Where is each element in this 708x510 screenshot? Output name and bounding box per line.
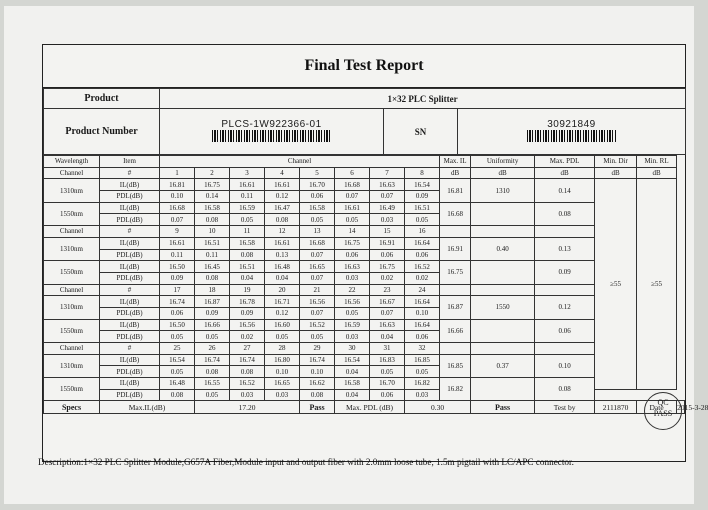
channel-row-hash: # xyxy=(100,343,160,355)
pdl-label: PDL(dB) xyxy=(100,191,160,203)
il-value: 16.58 xyxy=(230,237,265,249)
channel-number: 25 xyxy=(160,343,195,355)
channel-number: 3 xyxy=(230,167,265,179)
max-il-value: 16.81 xyxy=(440,179,471,202)
wavelength-cell: 1310nm xyxy=(44,179,100,202)
test-by-label: Test by xyxy=(535,401,595,414)
il-value: 16.71 xyxy=(265,296,300,308)
unit-min-dir: dB xyxy=(595,167,637,179)
pdl-label: PDL(dB) xyxy=(100,249,160,261)
channel-row-hash: # xyxy=(100,167,160,179)
il-label: IL(dB) xyxy=(100,354,160,366)
uniformity-value: 1550 xyxy=(471,296,535,319)
max-pdl-value: 0.08 xyxy=(535,202,595,225)
barcode-icon xyxy=(212,130,332,142)
pdl-value: 0.08 xyxy=(230,366,265,378)
il-value: 16.56 xyxy=(300,296,335,308)
il-value: 16.74 xyxy=(195,354,230,366)
il-value: 16.91 xyxy=(370,237,405,249)
col-min-dir: Min. Dir xyxy=(595,156,637,168)
pdl-value: 0.10 xyxy=(300,366,335,378)
pdl-value: 0.05 xyxy=(300,331,335,343)
max-pdl-value: 0.10 xyxy=(535,354,595,377)
col-wavelength: Wavelength xyxy=(44,156,100,168)
il-value: 16.74 xyxy=(160,296,195,308)
il-value: 16.75 xyxy=(370,261,405,273)
channel-number: 22 xyxy=(335,284,370,296)
channel-number: 16 xyxy=(405,226,440,238)
col-max-pdl: Max. PDL xyxy=(535,156,595,168)
max-il-value: 16.91 xyxy=(440,237,471,260)
il-value: 16.50 xyxy=(160,261,195,273)
specs-label: Specs xyxy=(44,401,100,414)
product-label: Product xyxy=(44,89,160,109)
il-label: IL(dB) xyxy=(100,378,160,390)
pdl-value: 0.11 xyxy=(160,249,195,261)
pdl-value: 0.08 xyxy=(230,249,265,261)
pdl-value: 0.06 xyxy=(335,249,370,261)
pdl-label: PDL(dB) xyxy=(100,331,160,343)
channel-row-max-pdl xyxy=(535,284,595,296)
pdl-label: PDL(dB) xyxy=(100,214,160,226)
channel-number: 26 xyxy=(195,343,230,355)
pdl-value: 0.05 xyxy=(265,331,300,343)
max-il-value: 16.82 xyxy=(440,378,471,401)
pdl-value: 0.04 xyxy=(230,272,265,284)
product-number-label: Product Number xyxy=(44,109,160,155)
channel-number: 5 xyxy=(300,167,335,179)
report-frame xyxy=(42,44,708,462)
channel-row-hash: # xyxy=(100,226,160,238)
barcode-icon xyxy=(527,130,617,142)
channel-row-uniformity xyxy=(471,284,535,296)
col-channel: Channel xyxy=(160,156,440,168)
channel-number: 27 xyxy=(230,343,265,355)
il-value: 16.87 xyxy=(195,296,230,308)
pdl-value: 0.05 xyxy=(405,366,440,378)
il-label: IL(dB) xyxy=(100,237,160,249)
channel-number: 8 xyxy=(405,167,440,179)
il-value: 16.52 xyxy=(230,378,265,390)
max-pdl-value: 0.09 xyxy=(535,261,595,284)
il-value: 16.68 xyxy=(300,237,335,249)
channel-number: 23 xyxy=(370,284,405,296)
pdl-label: PDL(dB) xyxy=(100,307,160,319)
pdl-value: 0.07 xyxy=(300,307,335,319)
pdl-value: 0.07 xyxy=(370,191,405,203)
max-pdl-value: 0.06 xyxy=(535,319,595,342)
stamp-qc-text: QC xyxy=(657,398,669,407)
pdl-value: 0.06 xyxy=(405,249,440,261)
col-item: Item xyxy=(100,156,160,168)
il-value: 16.75 xyxy=(195,179,230,191)
il-value: 16.61 xyxy=(335,202,370,214)
wavelength-cell: 1550nm xyxy=(44,261,100,284)
il-value: 16.85 xyxy=(405,354,440,366)
il-value: 16.63 xyxy=(370,179,405,191)
channel-number: 18 xyxy=(195,284,230,296)
pdl-label: PDL(dB) xyxy=(100,389,160,401)
measurement-table xyxy=(43,155,708,414)
il-value: 16.54 xyxy=(160,354,195,366)
channel-number: 4 xyxy=(265,167,300,179)
max-pdl-value: 0.12 xyxy=(535,296,595,319)
il-value: 16.48 xyxy=(160,378,195,390)
pdl-value: 0.08 xyxy=(160,389,195,401)
specs-max-il: 17.20 xyxy=(195,401,300,414)
sn-label: SN xyxy=(384,109,458,155)
il-value: 16.52 xyxy=(405,261,440,273)
il-label: IL(dB) xyxy=(100,261,160,273)
il-value: 16.67 xyxy=(370,296,405,308)
pdl-value: 0.03 xyxy=(230,389,265,401)
pdl-value: 0.10 xyxy=(160,191,195,203)
pdl-value: 0.08 xyxy=(195,272,230,284)
pdl-value: 0.12 xyxy=(265,307,300,319)
channel-row-label: Channel xyxy=(44,284,100,296)
channel-number: 29 xyxy=(300,343,335,355)
il-value: 16.47 xyxy=(265,202,300,214)
pdl-value: 0.09 xyxy=(160,272,195,284)
unit-max-pdl: dB xyxy=(535,167,595,179)
pdl-value: 0.03 xyxy=(335,272,370,284)
pdl-value: 0.05 xyxy=(405,214,440,226)
pdl-value: 0.11 xyxy=(230,191,265,203)
channel-row-max-il xyxy=(440,226,471,238)
pdl-label: PDL(dB) xyxy=(100,272,160,284)
il-value: 16.61 xyxy=(265,179,300,191)
channel-number: 24 xyxy=(405,284,440,296)
channel-number: 15 xyxy=(370,226,405,238)
description: Description:1×32 PLC Splitter Module,G657A Fiber,Module input and output fiber with 2.0mm loose tube, 1.5m pigtail with LC/APC connector. xyxy=(38,457,574,467)
specs-max-pdl: 0.30 xyxy=(405,401,471,414)
channel-row-uniformity xyxy=(471,226,535,238)
il-value: 16.55 xyxy=(195,378,230,390)
pdl-value: 0.03 xyxy=(265,389,300,401)
qc-pass-stamp xyxy=(644,392,682,430)
date-label: Date xyxy=(637,401,677,414)
channel-number: 1 xyxy=(160,167,195,179)
il-value: 16.75 xyxy=(335,237,370,249)
header-table xyxy=(43,88,686,155)
il-value: 16.51 xyxy=(195,237,230,249)
pdl-value: 0.09 xyxy=(405,191,440,203)
product-number-value: PLCS-1W922366-01 xyxy=(221,119,322,130)
il-value: 16.58 xyxy=(195,202,230,214)
uniformity-value xyxy=(471,319,535,342)
unit-min-rl: dB xyxy=(637,167,677,179)
il-value: 16.65 xyxy=(265,378,300,390)
report-title: Final Test Report xyxy=(43,45,685,88)
unit-max-il: dB xyxy=(440,167,471,179)
product-value: 1×32 PLC Splitter xyxy=(160,89,686,109)
uniformity-value: 0.37 xyxy=(471,354,535,377)
channel-number: 19 xyxy=(230,284,265,296)
channel-number: 30 xyxy=(335,343,370,355)
pdl-value: 0.04 xyxy=(335,389,370,401)
pdl-value: 0.08 xyxy=(195,366,230,378)
max-il-value: 16.87 xyxy=(440,296,471,319)
uniformity-value xyxy=(471,261,535,284)
il-value: 16.64 xyxy=(405,319,440,331)
channel-number: 9 xyxy=(160,226,195,238)
il-value: 16.64 xyxy=(405,237,440,249)
channel-number: 17 xyxy=(160,284,195,296)
channel-row-hash: # xyxy=(100,284,160,296)
wavelength-cell: 1550nm xyxy=(44,202,100,225)
pdl-value: 0.11 xyxy=(195,249,230,261)
min-dir-value: ≥55 xyxy=(595,179,637,389)
channel-row-label: Channel xyxy=(44,167,100,179)
channel-row-max-il xyxy=(440,343,471,355)
col-min-rl: Min. RL xyxy=(637,156,677,168)
il-value: 16.54 xyxy=(405,179,440,191)
il-label: IL(dB) xyxy=(100,202,160,214)
pdl-value: 0.07 xyxy=(300,249,335,261)
il-label: IL(dB) xyxy=(100,179,160,191)
specs-pass-1: Pass xyxy=(300,401,335,414)
il-value: 16.61 xyxy=(265,237,300,249)
pdl-value: 0.06 xyxy=(405,331,440,343)
pdl-value: 0.10 xyxy=(405,307,440,319)
il-value: 16.65 xyxy=(300,261,335,273)
channel-number: 21 xyxy=(300,284,335,296)
pdl-value: 0.05 xyxy=(230,214,265,226)
il-value: 16.54 xyxy=(335,354,370,366)
channel-number: 13 xyxy=(300,226,335,238)
pdl-value: 0.08 xyxy=(195,214,230,226)
il-value: 16.52 xyxy=(300,319,335,331)
pdl-value: 0.05 xyxy=(300,214,335,226)
channel-number: 2 xyxy=(195,167,230,179)
il-value: 16.59 xyxy=(335,319,370,331)
test-by-value: 2111870 xyxy=(595,401,637,414)
pdl-value: 0.09 xyxy=(230,307,265,319)
il-value: 16.58 xyxy=(335,378,370,390)
pdl-value: 0.04 xyxy=(265,272,300,284)
pdl-value: 0.14 xyxy=(195,191,230,203)
pdl-value: 0.06 xyxy=(370,389,405,401)
il-value: 16.62 xyxy=(300,378,335,390)
channel-number: 20 xyxy=(265,284,300,296)
pdl-value: 0.02 xyxy=(230,331,265,343)
pdl-value: 0.05 xyxy=(195,331,230,343)
il-value: 16.48 xyxy=(265,261,300,273)
pdl-value: 0.06 xyxy=(370,249,405,261)
specs-pass-2: Pass xyxy=(471,401,535,414)
wavelength-cell: 1310nm xyxy=(44,354,100,377)
il-value: 16.60 xyxy=(265,319,300,331)
pdl-value: 0.07 xyxy=(160,214,195,226)
channel-row-uniformity xyxy=(471,343,535,355)
channel-number: 7 xyxy=(370,167,405,179)
pdl-value: 0.07 xyxy=(300,272,335,284)
pdl-value: 0.07 xyxy=(370,307,405,319)
product-number-cell xyxy=(160,109,384,155)
il-value: 16.56 xyxy=(230,319,265,331)
pdl-value: 0.05 xyxy=(160,331,195,343)
channel-number: 14 xyxy=(335,226,370,238)
pdl-value: 0.05 xyxy=(335,307,370,319)
max-il-value: 16.66 xyxy=(440,319,471,342)
pdl-value: 0.04 xyxy=(370,331,405,343)
il-value: 16.58 xyxy=(300,202,335,214)
pdl-value: 0.05 xyxy=(160,366,195,378)
pdl-value: 0.02 xyxy=(405,272,440,284)
pdl-value: 0.05 xyxy=(370,366,405,378)
channel-number: 28 xyxy=(265,343,300,355)
unit-uniformity: dB xyxy=(471,167,535,179)
channel-row-max-il xyxy=(440,284,471,296)
pdl-value: 0.10 xyxy=(265,366,300,378)
il-value: 16.80 xyxy=(265,354,300,366)
pdl-label: PDL(dB) xyxy=(100,366,160,378)
il-value: 16.70 xyxy=(300,179,335,191)
pdl-value: 0.07 xyxy=(335,191,370,203)
min-rl-value: ≥55 xyxy=(637,179,677,389)
il-value: 16.56 xyxy=(335,296,370,308)
channel-row-max-pdl xyxy=(535,343,595,355)
pdl-value: 0.02 xyxy=(370,272,405,284)
pdl-value: 0.12 xyxy=(265,191,300,203)
col-max-il: Max. IL xyxy=(440,156,471,168)
channel-number: 10 xyxy=(195,226,230,238)
uniformity-value: 0.40 xyxy=(471,237,535,260)
wavelength-cell: 1310nm xyxy=(44,296,100,319)
max-il-value: 16.68 xyxy=(440,202,471,225)
max-pdl-value: 0.08 xyxy=(535,378,595,401)
il-value: 16.51 xyxy=(405,202,440,214)
specs-max-il-label: Max.IL(dB) xyxy=(100,401,195,414)
max-il-value: 16.75 xyxy=(440,261,471,284)
il-value: 16.68 xyxy=(335,179,370,191)
il-value: 16.51 xyxy=(230,261,265,273)
pdl-value: 0.03 xyxy=(405,389,440,401)
pdl-value: 0.03 xyxy=(335,331,370,343)
il-value: 16.83 xyxy=(370,354,405,366)
col-uniformity: Uniformity xyxy=(471,156,535,168)
date-value: 2015-3-28 xyxy=(677,402,708,412)
pdl-value: 0.08 xyxy=(265,214,300,226)
il-value: 16.63 xyxy=(335,261,370,273)
channel-row-max-pdl xyxy=(535,226,595,238)
il-value: 16.64 xyxy=(405,296,440,308)
channel-number: 12 xyxy=(265,226,300,238)
sn-value: 30921849 xyxy=(547,119,596,130)
il-value: 16.74 xyxy=(230,354,265,366)
il-label: IL(dB) xyxy=(100,319,160,331)
il-value: 16.61 xyxy=(230,179,265,191)
max-pdl-value: 0.14 xyxy=(535,179,595,202)
il-value: 16.68 xyxy=(160,202,195,214)
pdl-value: 0.08 xyxy=(300,389,335,401)
pdl-value: 0.06 xyxy=(160,307,195,319)
document-sheet xyxy=(4,6,708,504)
il-value: 16.78 xyxy=(230,296,265,308)
il-label: IL(dB) xyxy=(100,296,160,308)
sn-cell xyxy=(458,109,686,155)
pdl-value: 0.05 xyxy=(195,389,230,401)
uniformity-value: 1310 xyxy=(471,179,535,202)
pdl-value: 0.03 xyxy=(370,214,405,226)
il-value: 16.66 xyxy=(195,319,230,331)
il-value: 16.61 xyxy=(160,237,195,249)
pdl-value: 0.09 xyxy=(195,307,230,319)
uniformity-value xyxy=(471,378,535,401)
pdl-value: 0.05 xyxy=(335,214,370,226)
max-il-value: 16.85 xyxy=(440,354,471,377)
pdl-value: 0.06 xyxy=(300,191,335,203)
uniformity-value xyxy=(471,202,535,225)
il-value: 16.70 xyxy=(370,378,405,390)
wavelength-cell: 1550nm xyxy=(44,319,100,342)
il-value: 16.74 xyxy=(300,354,335,366)
wavelength-cell: 1550nm xyxy=(44,378,100,401)
il-value: 16.81 xyxy=(160,179,195,191)
il-value: 16.82 xyxy=(405,378,440,390)
channel-number: 6 xyxy=(335,167,370,179)
channel-number: 11 xyxy=(230,226,265,238)
channel-number: 31 xyxy=(370,343,405,355)
il-value: 16.49 xyxy=(370,202,405,214)
channel-number: 32 xyxy=(405,343,440,355)
pdl-value: 0.04 xyxy=(335,366,370,378)
il-value: 16.59 xyxy=(230,202,265,214)
specs-max-pdl-label: Max. PDL (dB) xyxy=(335,401,405,414)
il-value: 16.50 xyxy=(160,319,195,331)
channel-row-label: Channel xyxy=(44,343,100,355)
pdl-value: 0.13 xyxy=(265,249,300,261)
channel-row-label: Channel xyxy=(44,226,100,238)
max-pdl-value: 0.13 xyxy=(535,237,595,260)
stamp-pass-text: PASS xyxy=(653,409,673,418)
il-value: 16.45 xyxy=(195,261,230,273)
wavelength-cell: 1310nm xyxy=(44,237,100,260)
il-value: 16.63 xyxy=(370,319,405,331)
